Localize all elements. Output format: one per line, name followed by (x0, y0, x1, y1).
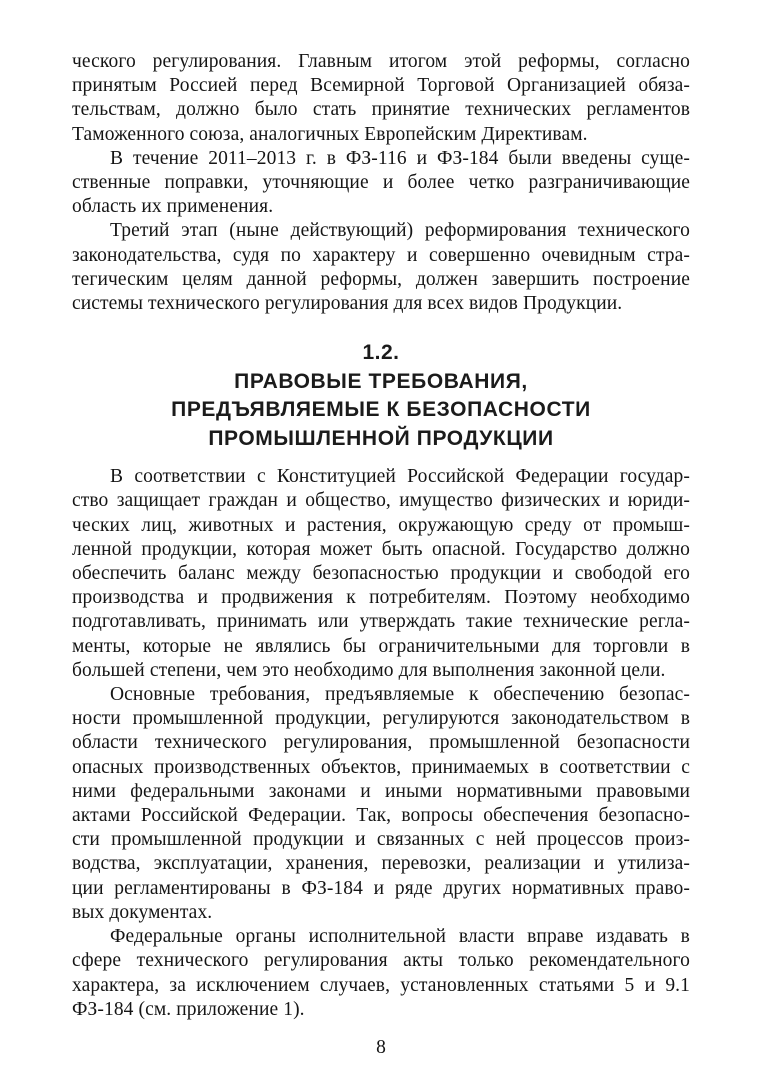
section-number: 1.2. (362, 341, 400, 365)
body-text-bottom (72, 465, 690, 1022)
body-text-top (72, 50, 690, 316)
text-line: сфере технического регулирования акты только рекомендательного (72, 950, 690, 972)
text-line: менты, которые не являлись бы ограничительными для торговли в (72, 635, 690, 657)
text-line: характера, за исключением случаев, установленных статьями 5 и 9.1 (72, 974, 690, 996)
section-title (72, 368, 690, 454)
text-line: ческого регулирования. Главным итогом этой реформы, согласно (72, 51, 690, 72)
text-line: Таможенного союза, аналогичных Европейским Директивам. (72, 123, 588, 145)
paragraph (72, 147, 690, 220)
text-line: обеспечить баланс между безопасностью продукции и свободой его (72, 563, 690, 585)
paragraph (72, 925, 690, 1022)
section-title-line: ПРОМЫШЛЕННОЙ ПРОДУКЦИИ (208, 426, 554, 450)
text-line: ленной продукции, которая может быть опасной. Государство должно (72, 538, 690, 560)
text-line: ство защищает граждан и общество, имущество физических и юриди- (72, 490, 690, 512)
page-number: 8 (376, 1036, 386, 1058)
text-line: ческих лиц, животных и растения, окружающую среду от промыш- (72, 514, 690, 536)
section-heading (72, 339, 690, 453)
text-line: Федеральные органы исполнительной власти вправе издавать в (110, 926, 690, 948)
paragraph (72, 50, 690, 147)
text-line: Основные требования, предъявляемые к обеспечению безопас- (110, 684, 690, 706)
section-title-line: ПРАВОВЫЕ ТРЕБОВАНИЯ, (234, 369, 528, 393)
text-line: подготавливать, принимать или утверждать такие технические регла- (72, 611, 690, 633)
text-line: системы технического регулирования для всех видов Продукции. (72, 293, 623, 315)
text-line: вых документах. (72, 901, 213, 923)
text-line: принятым Россией перед Всемирной Торговой Организацией обяза- (72, 75, 690, 97)
text-line: законодательства, судя по характеру и совершенно очевидным стра- (72, 244, 690, 266)
text-line: Третий этап (ныне действующий) реформирования технического (110, 220, 690, 242)
section-title-line: ПРЕДЪЯВЛЯЕМЫЕ К БЕЗОПАСНОСТИ (171, 398, 591, 422)
paragraph (72, 683, 690, 925)
text-line: область их применения. (72, 196, 274, 218)
text-line: водства, эксплуатации, хранения, перевозки, реализации и утилиза- (72, 853, 690, 875)
text-line: области технического регулирования, промышленной безопасности (72, 732, 690, 754)
text-line: тегическим целям данной реформы, должен завершить построение (72, 268, 690, 290)
text-line: большей степени, чем это необходимо для выполнения законной цели. (72, 659, 666, 681)
text-line: сти промышленной продукции и связанных с ней процессов произ- (72, 829, 690, 851)
text-line: производства и продвижения к потребителям. Поэтому необходимо (72, 587, 690, 609)
text-line: тельствам, должно было стать принятие технических регламентов (72, 99, 690, 121)
text-line: ности промышленной продукции, регулируются законодательством в (72, 708, 690, 730)
text-line: ственные поправки, уточняющие и более четко разграничивающие (72, 172, 690, 194)
text-line: опасных производственных объектов, принимаемых в соответствии с (72, 756, 690, 778)
text-line: ции регламентированы в ФЗ-184 и ряде других нормативных право- (72, 877, 690, 899)
paragraph (72, 465, 690, 683)
text-line: актами Российской Федерации. Так, вопросы обеспечения безопасно- (72, 805, 690, 827)
text-line: В течение 2011–2013 г. в ФЗ-116 и ФЗ-184 были введены суще- (110, 147, 690, 169)
text-line: ними федеральными законами и иными нормативными правовыми (72, 780, 690, 802)
text-line: ФЗ-184 (см. приложение 1). (72, 998, 305, 1020)
text-line: В соответствии с Конституцией Российской Федерации государ- (110, 466, 690, 488)
paragraph (72, 219, 690, 316)
